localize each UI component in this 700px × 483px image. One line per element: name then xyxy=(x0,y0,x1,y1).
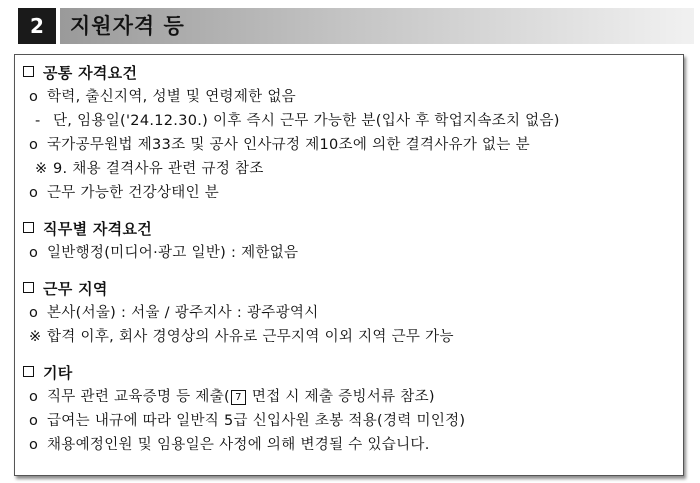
list-item xyxy=(23,109,677,133)
item-text: 급여는 내규에 따라 일반직 5급 신입사원 초봉 적용(경력 미인정) xyxy=(47,413,466,429)
bullet-mark: o xyxy=(29,305,39,321)
bullet-mark: o xyxy=(29,389,39,405)
section-2 xyxy=(23,217,677,265)
list-item xyxy=(23,181,677,205)
square-bullet-icon xyxy=(23,282,34,293)
section-heading-text: 직무별 자격요건 xyxy=(43,220,153,238)
bullet-mark: o xyxy=(29,245,39,261)
section-heading-text: 공통 자격요건 xyxy=(43,64,138,82)
list-item xyxy=(23,409,677,433)
reference-number-box: 7 xyxy=(231,390,246,405)
item-text: 직무 관련 교육증명 등 제출( xyxy=(47,389,230,405)
bullet-mark: o xyxy=(29,413,39,429)
section-3 xyxy=(23,277,677,349)
section-heading-text: 근무 지역 xyxy=(43,280,108,298)
square-bullet-icon xyxy=(23,66,34,77)
list-item xyxy=(23,433,677,457)
requirements-box xyxy=(14,54,684,476)
section-heading xyxy=(23,61,677,85)
bullet-mark: o xyxy=(29,89,39,105)
list-item xyxy=(23,325,677,349)
item-text: 학력, 출신지역, 성별 및 연령제한 없음 xyxy=(47,89,296,105)
list-item xyxy=(23,301,677,325)
section-heading xyxy=(23,277,677,301)
bullet-mark: o xyxy=(29,185,39,201)
item-text: 합격 이후, 회사 경영상의 사유로 근무지역 이외 지역 근무 가능 xyxy=(47,329,454,345)
list-item xyxy=(23,241,677,265)
item-text: 채용예정인원 및 임용일은 사정에 의해 변경될 수 있습니다. xyxy=(47,437,430,453)
square-bullet-icon xyxy=(23,222,34,233)
item-text: 국가공무원법 제33조 및 공사 인사규정 제10조에 의한 결격사유가 없는 분 xyxy=(47,137,530,153)
bullet-mark: o xyxy=(29,137,39,153)
list-item xyxy=(23,157,677,181)
section-header xyxy=(18,8,694,44)
item-text: 9. 채용 결격사유 관련 규정 참조 xyxy=(53,161,264,177)
section-4 xyxy=(23,361,677,457)
bullet-mark: o xyxy=(29,437,39,453)
list-item xyxy=(23,85,677,109)
item-text: 본사(서울) : 서울 / 광주지사 : 광주광역시 xyxy=(47,305,319,321)
bullet-mark: - xyxy=(35,113,41,129)
section-heading xyxy=(23,217,677,241)
item-text: 면접 시 제출 증빙서류 참조) xyxy=(246,389,435,405)
bullet-mark: ※ xyxy=(29,329,42,345)
list-item xyxy=(23,133,677,157)
section-heading-text: 기타 xyxy=(43,364,73,382)
section-1 xyxy=(23,61,677,205)
list-item xyxy=(23,385,677,409)
square-bullet-icon xyxy=(23,366,34,377)
section-heading xyxy=(23,361,677,385)
bullet-mark: ※ xyxy=(35,161,48,177)
requirements-content xyxy=(23,61,677,469)
section-number: 2 xyxy=(18,8,56,44)
title-bar xyxy=(60,8,694,44)
section-title: 지원자격 등 xyxy=(70,14,185,38)
item-text: 일반행정(미디어·광고 일반) : 제한없음 xyxy=(47,245,299,261)
item-text: 단, 임용일('24.12.30.) 이후 즉시 근무 가능한 분(입사 후 학업지속조치 없음) xyxy=(53,113,560,129)
item-text: 근무 가능한 건강상태인 분 xyxy=(47,185,220,201)
